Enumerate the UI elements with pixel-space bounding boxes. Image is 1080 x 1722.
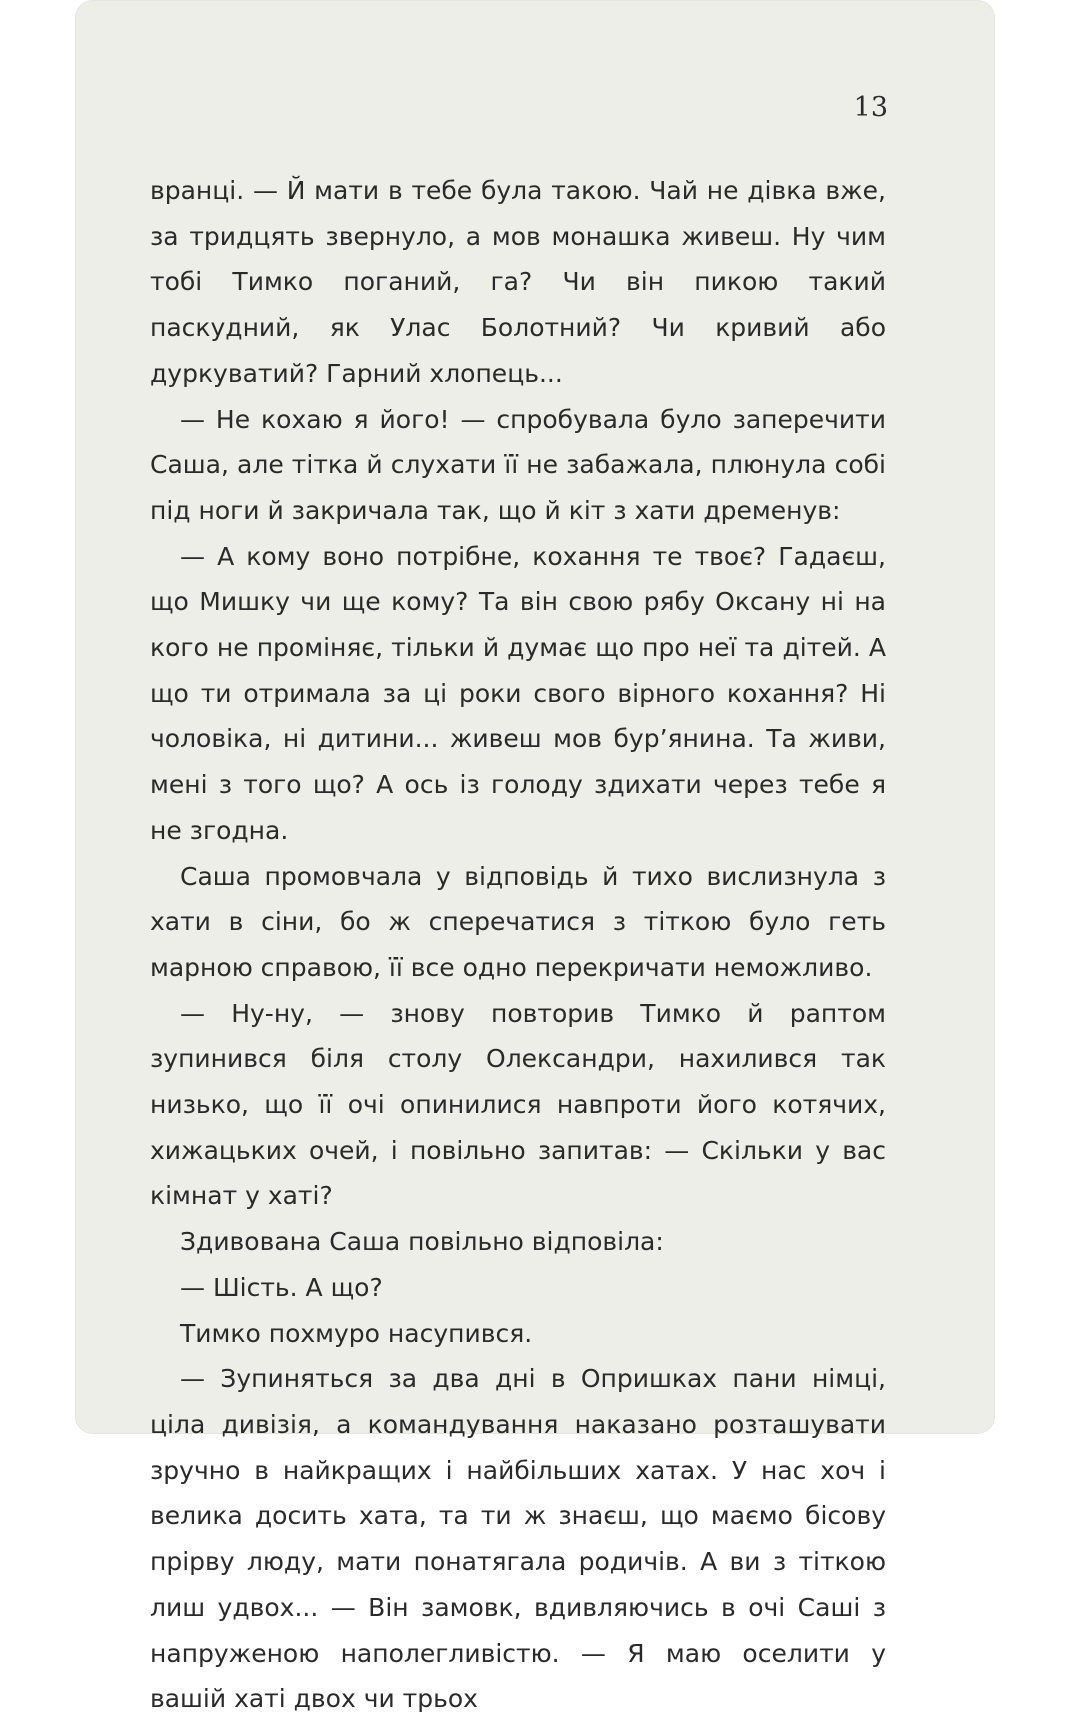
book-page xyxy=(75,0,995,1714)
paragraph-sasha-surprised: Здивована Саша повільно відповіла: xyxy=(180,1227,664,1257)
paragraph-germans-arrive: — Зупиняться за два дні в Опришках пани німці, ціла дивізія, а командування наказано розташувати зручно в найкращих і найбільших хатах. У нас хоч і велика досить хата, та ти ж знаєш, що маємо бісову прірву люду, мати понатягала родичів. А ви з тіткою лиш удвох... — Він замовк, вдивляючись в очі Саші з напруженою наполегливістю. — Я маю оселити у вашій хаті двох чи трьох xyxy=(150,1364,886,1714)
paragraph-tymko-frowns: Тимко похмуро насупився. xyxy=(180,1318,533,1348)
paragraph-answer-six: — Шість. А що? xyxy=(180,1272,383,1302)
paragraph-sasha-leaves: Саша промовчала у відповідь й тихо вислизнула з хати в сіни, бо ж сперечатися з тіткою було геть марною справою, її все одно перекричати неможливо. xyxy=(150,861,886,982)
paragraph-dialogue-aunt-scolds: — А кому воно потрібне, кохання те твоє? Гадаєш, що Мишку чи ще кому? Та він свою рябу Оксану ні на кого не проміняє, тільки й думає що про неї та дітей. А що ти отримала за ці роки свого вірного кохання? Ні чоловіка, ні дитини... живеш мов бур’янина. Та живи, мені з того що? А ось із голоду здихати через тебе я не згодна. xyxy=(150,541,886,845)
paragraph-tymko-asks: — Ну-ну, — знову повторив Тимко й раптом зупинився біля столу Олександри, нахилився так низько, що її очі опинилися навпроти його котячих, хижацьких очей, і повільно запитав: — Скільки у вас кімнат у хаті? xyxy=(150,998,886,1211)
paragraph-dialogue-sasha-objects: — Не кохаю я його! — спробувала було заперечити Саша, але тітка й слухати її не забажала, плюнула собі під ноги й закричала так, що й кіт з хати дременув: xyxy=(150,404,886,525)
paragraph-continuation: вранці. — Й мати в тебе була такою. Чай не дівка вже, за тридцять звернуло, а мов монашка живеш. Ну чим тобі Тимко поганий, га? Чи він пикою такий паскудний, як Улас Болотний? Чи кривий або дуркуватий? Гарний хлопець... xyxy=(150,176,886,388)
body-text xyxy=(150,168,886,1722)
page-number: 13 xyxy=(853,92,888,123)
